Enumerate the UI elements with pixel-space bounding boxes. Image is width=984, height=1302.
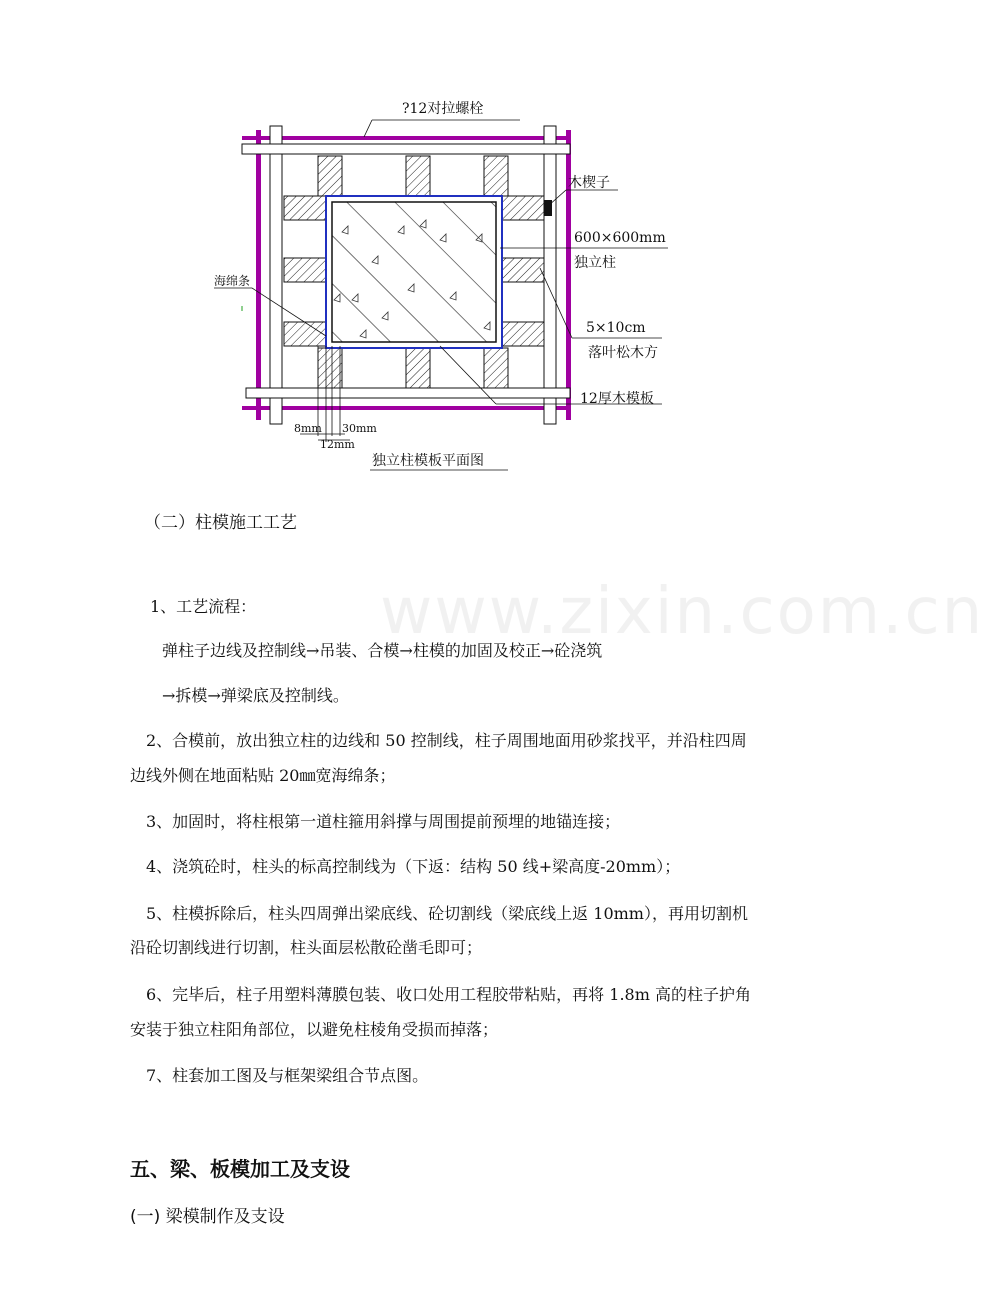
timber-block <box>284 322 326 346</box>
timber-block <box>502 258 544 282</box>
left-stud <box>270 126 282 424</box>
label-dim-12: 12mm <box>320 438 355 451</box>
step-4: 4、浇筑砼时，柱头的标高控制线为（下返：结构 50 线+梁高度-20mm）； <box>146 857 681 876</box>
label-board: 12厚木模板 <box>580 391 654 407</box>
timber-block <box>406 156 430 196</box>
timber-block <box>406 348 430 388</box>
column-concrete <box>332 202 496 342</box>
step-6-line-1: 6、完毕后，柱子用塑料薄膜包装、收口处用工程胶带粘贴，再将 1.8m 高的柱子护角 <box>146 985 751 1004</box>
timber-block <box>502 196 544 220</box>
bottom-tie-bar <box>242 406 570 410</box>
watermark-text: www.zixin.com.cn <box>380 575 984 649</box>
step-1-line-1: 弹柱子边线及控制线→吊装、合模→柱模的加固及校正→砼浇筑 <box>162 641 603 660</box>
label-wedge: 木楔子 <box>568 175 610 191</box>
step-1-title: 1、工艺流程： <box>150 597 257 616</box>
top-tie-bar <box>242 136 570 140</box>
step-5-line-1: 5、柱模拆除后，柱头四周弹出梁底线、砼切割线（梁底线上返 10mm），再用切割机 <box>146 904 748 923</box>
right-stud <box>544 126 556 424</box>
timber-block <box>318 156 342 196</box>
section-2-title: （二）柱模施工工艺 <box>144 513 297 533</box>
column-formwork-plan-diagram <box>0 0 920 480</box>
timber-block <box>502 322 544 346</box>
label-timber-name: 落叶松木方 <box>588 345 658 361</box>
step-6-line-2: 安装于独立柱阳角部位，以避免柱棱角受损而掉落； <box>130 1020 499 1039</box>
label-dim-8: 8mm <box>294 422 322 435</box>
step-2-line-1: 2、合模前，放出独立柱的边线和 50 控制线，柱子周围地面用砂浆找平，并沿柱四周 <box>146 731 747 750</box>
label-dim-30: 30mm <box>342 422 377 435</box>
timber-block <box>284 258 326 282</box>
wedge-mark <box>544 200 552 216</box>
section-5-1-title: (一) 梁模制作及支设 <box>130 1207 285 1227</box>
step-1-line-2: →拆模→弹梁底及控制线。 <box>162 686 349 705</box>
timber-block <box>484 348 508 388</box>
bottom-waler <box>246 388 570 398</box>
left-tie-bar <box>256 130 261 420</box>
step-7: 7、柱套加工图及与框架梁组合节点图。 <box>146 1066 429 1085</box>
step-5-line-2: 沿砼切割线进行切割，柱头面层松散砼凿毛即可； <box>130 938 483 957</box>
label-timber-size: 5×10cm <box>586 320 646 336</box>
timber-block <box>284 196 326 220</box>
timber-block <box>318 348 342 388</box>
top-waler <box>242 144 570 154</box>
diagram-title: 独立柱模板平面图 <box>372 453 484 469</box>
label-column-name: 独立柱 <box>574 255 616 271</box>
step-3: 3、加固时，将柱根第一道柱箍用斜撑与周围提前预埋的地锚连接； <box>146 812 621 831</box>
label-sponge: 海绵条 <box>214 274 251 288</box>
label-column-size: 600×600mm <box>574 230 666 246</box>
step-2-line-2: 边线外侧在地面粘贴 20㎜宽海绵条； <box>130 766 396 785</box>
timber-block <box>484 156 508 196</box>
section-5-title: 五、梁、板模加工及支设 <box>130 1157 350 1181</box>
label-bolt: ?12对拉螺栓 <box>402 101 484 117</box>
diagram-drawing <box>0 0 920 480</box>
